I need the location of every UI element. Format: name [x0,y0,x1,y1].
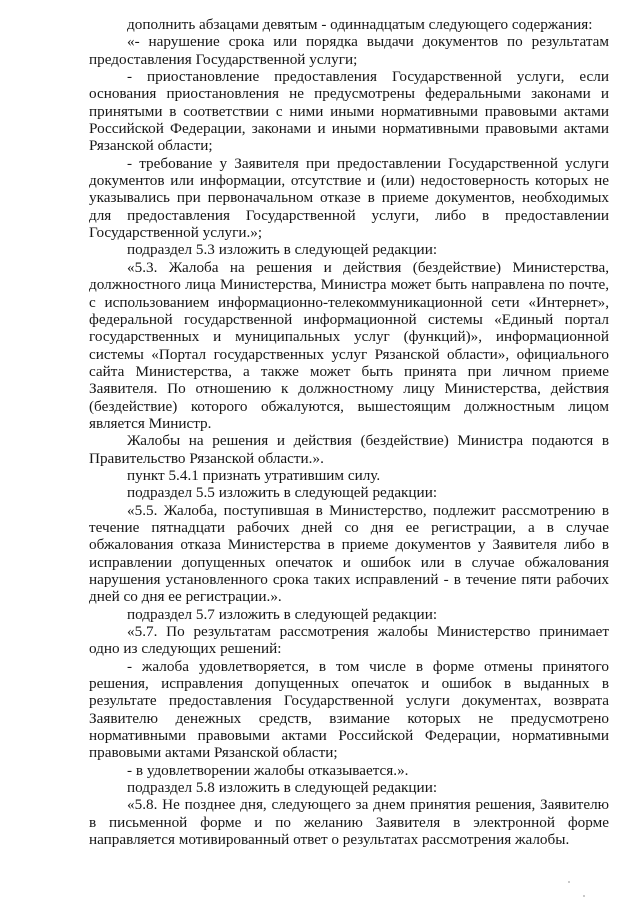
paragraph-subsection-5-8: «5.8. Не позднее дня, следующего за днем принятия решения, Заявителю в письменной форме и по желанию Заявителя в электронной форме направляется мотивированный ответ о результатах рассмотрения жалобы. [89,796,609,849]
paragraph-complaint-satisfied: - жалоба удовлетворяется, в том числе в форме отмены принятого решения, исправления допущенных опечаток и ошибок в выданных в результате предоставления Государственной услуги документах, возврата Заявителю денежных средств, взимание которых не предусмотрено нормативными правовыми актами Российской Федерации, нормативными правовыми актами Рязанской области; [89,657,609,762]
paragraph-item-11: - требование у Заявителя при предоставлении Государственной услуги документов или информации, отсутствие и (или) недостоверность которых не указывались при первоначальном отказе в приеме документов, необходимых для предоставления Государственной услуги, либо в предоставлении Государственной услуги.»; [89,154,609,242]
document-body [89,16,609,849]
scan-speck [568,881,570,883]
paragraph-subsection-5-8-heading: подраздел 5.8 изложить в следующей редакции: [127,779,438,797]
paragraph-subsection-5-7: «5.7. По результатам рассмотрения жалобы Министерство принимает одно из следующих решений: [89,623,609,658]
paragraph-intro: дополнить абзацами девятым - одиннадцатым следующего содержания: [127,16,593,33]
paragraph-complaints-minister: Жалобы на решения и действия (бездействие) Министра подаются в Правительство Рязанской области.». [89,432,609,467]
paragraph-point-5-4-1: пункт 5.4.1 признать утратившим силу. [127,466,381,484]
paragraph-subsection-5-7-heading: подраздел 5.7 изложить в следующей редакции: [127,605,438,623]
paragraph-subsection-5-3: «5.3. Жалоба на решения и действия (бездействие) Министерства, должностного лица Министерства, Министра может быть направлена по почте, с использованием информационно-телекоммуникационной сети «Интернет», федеральной государственной информационной системы «Единый портал государственных и муниципальных услуг (функций)», информационной системы «Портал государственных услуг Рязанской области», официального сайта Министерства, а также может быть принята при личном приеме Заявителя. По отношению к должностному лицу Министерства, действия (бездействие) которого обжалуются, вышестоящим должностным лицом является Министр. [89,258,609,432]
paragraph-item-10: - приостановление предоставления Государственной услуги, если основания приостановления не предусмотрены федеральными законами и принятыми в соответствии с ними иными нормативными правовыми актами Российской Федерации, законами и иными нормативными правовыми актами Рязанской области; [89,68,609,155]
paragraph-subsection-5-5: «5.5. Жалоба, поступившая в Министерство, подлежит рассмотрению в течение пятнадцати рабочих дней со дня ее регистрации, а в случае обжалования отказа Министерства в приеме документов у Заявителя либо в исправлении допущенных опечаток и ошибок или в случае обжалования нарушения установленного срока таких исправлений - в течение пяти рабочих дней со дня ее регистрации.». [89,501,609,606]
paragraph-subsection-5-3-heading: подраздел 5.3 изложить в следующей редакции: [127,241,438,259]
scan-speck [583,895,585,897]
paragraph-item-9: «- нарушение срока или порядка выдачи документов по результатам предоставления Государственной услуги; [89,33,609,68]
paragraph-complaint-refused: - в удовлетворении жалобы отказывается.». [127,761,409,779]
paragraph-subsection-5-5-heading: подраздел 5.5 изложить в следующей редакции: [127,484,438,502]
